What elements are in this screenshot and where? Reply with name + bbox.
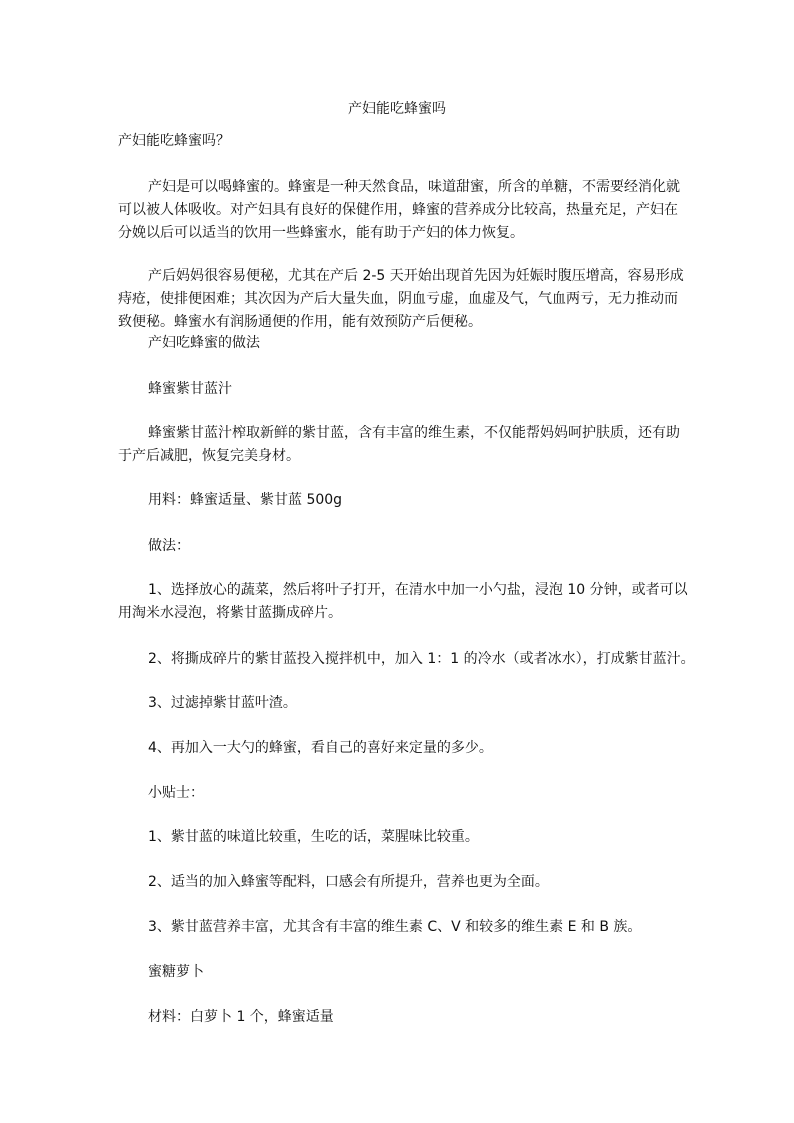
- recipe-step-3: 3、过滤掉紫甘蓝叶渣。: [148, 695, 297, 711]
- section-heading-recipes: 产妇吃蜂蜜的做法: [148, 335, 260, 351]
- document-title: 产妇能吃蜂蜜吗: [348, 101, 446, 117]
- question-heading: 产妇能吃蜂蜜吗？: [118, 133, 230, 149]
- recipe-intro-cabbage-juice: 蜂蜜紫甘蓝汁榨取新鲜的紫甘蓝，含有丰富的维生素，不仅能帮妈妈呵护肤质，还有助于产后减肥，恢复完美身材。: [118, 425, 680, 464]
- recipe-title-cabbage-juice: 蜂蜜紫甘蓝汁: [148, 381, 232, 397]
- tip-3: 3、紫甘蓝营养丰富，尤其含有丰富的维生素 C、V 和较多的维生素 E 和 B 族。: [148, 919, 642, 935]
- tip-1: 1、紫甘蓝的味道比较重，生吃的话，菜腥味比较重。: [148, 829, 479, 845]
- paragraph-constipation: 产后妈妈很容易便秘，尤其在产后 2-5 天开始出现首先因为妊娠时腹压增高，容易形成痔疮，使排便困难；其次因为产后大量失血，阴血亏虚，血虚及气，气血两亏，无力推动而致便秘。蜂蜜水有润肠通便的作用，能有效预防产后便秘。: [118, 268, 684, 330]
- recipe-step-1: 1、选择放心的蔬菜，然后将叶子打开，在清水中加一小勺盐，浸泡 10 分钟，或者可以用淘米水浸泡，将紫甘蓝撕成碎片。: [118, 582, 688, 621]
- tip-2: 2、适当的加入蜂蜜等配料，口感会有所提升，营养也更为全面。: [148, 874, 549, 890]
- recipe-method-label: 做法：: [148, 538, 190, 554]
- recipe-step-2: 2、将撕成碎片的紫甘蓝投入搅拌机中，加入 1：1 的冷水（或者冰水），打成紫甘蓝汁。: [148, 651, 695, 667]
- recipe-step-4: 4、再加入一大勺的蜂蜜，看自己的喜好来定量的多少。: [148, 740, 493, 756]
- recipe-ingredients-honey-radish: 材料：白萝卜 1 个，蜂蜜适量: [148, 1009, 334, 1025]
- tips-label: 小贴士：: [148, 785, 204, 801]
- recipe-ingredients-cabbage-juice: 用料：蜂蜜适量、紫甘蓝 500g: [148, 492, 343, 508]
- recipe-title-honey-radish: 蜜糖萝卜: [148, 964, 204, 980]
- paragraph-honey-benefits: 产妇是可以喝蜂蜜的。蜂蜜是一种天然食品，味道甜蜜，所含的单糖，不需要经消化就可以被人体吸收。对产妇具有良好的保健作用，蜂蜜的营养成分比较高，热量充足，产妇在分娩以后可以适当的饮用一些蜂蜜水，能有助于产妇的体力恢复。: [118, 179, 680, 241]
